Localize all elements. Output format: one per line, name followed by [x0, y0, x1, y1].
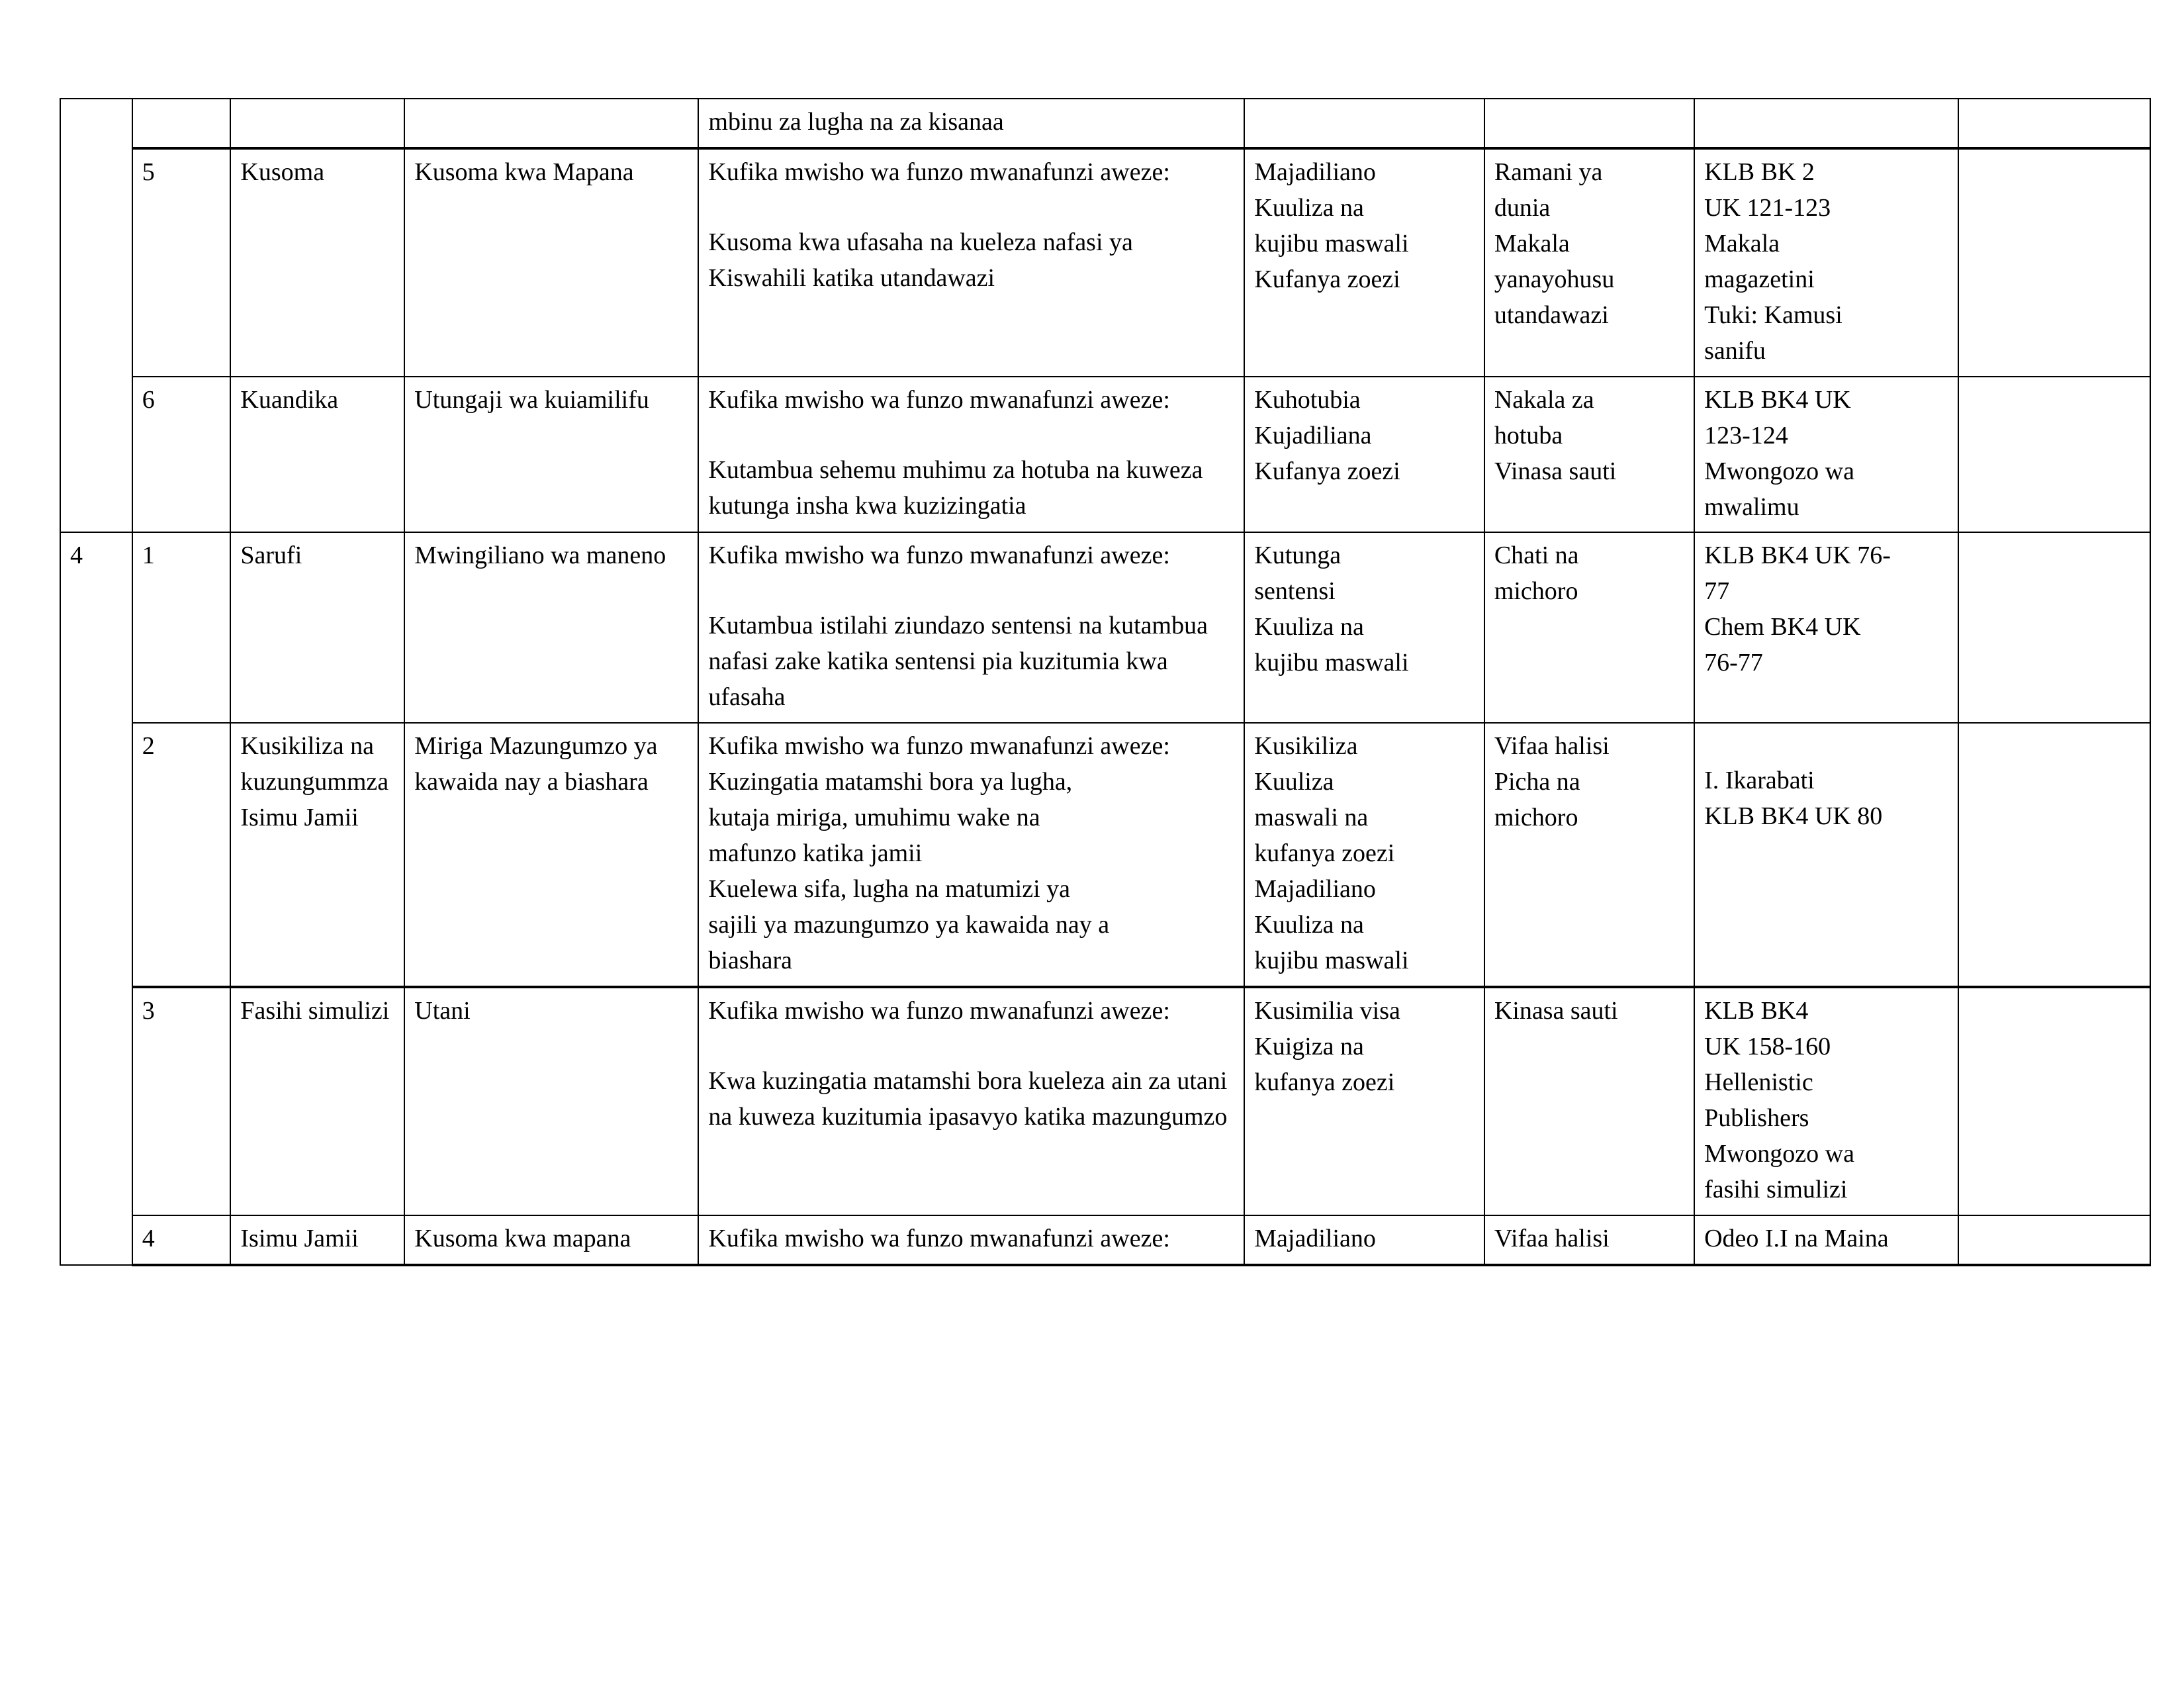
resource-line: Ramani ya: [1494, 158, 1603, 186]
cell-week: [60, 99, 132, 532]
objective-body: Kutambua istilahi ziundazo sentensi na kutambua nafasi zake katika sentensi pia kuzitumia kwa ufasaha: [708, 612, 1208, 712]
objective-intro: Kufika mwisho wa funzo mwanafunzi aweze:: [708, 541, 1170, 570]
resource-line: Vifaa halisi: [1494, 1224, 1610, 1252]
activity-line: Majadiliano: [1254, 158, 1376, 186]
cell-strand: Kuandika: [230, 377, 404, 533]
cell-resources: [1484, 99, 1694, 148]
table-row: [60, 532, 2150, 723]
reference-line: I. Ikarabati: [1704, 767, 1815, 795]
cell-lesson: 5: [132, 148, 231, 377]
cell-activities: [1244, 148, 1484, 377]
cell-objectives: [698, 532, 1244, 723]
resource-line: michoro: [1494, 804, 1578, 832]
spacer: [708, 418, 1236, 453]
spacer: [708, 191, 1236, 225]
cell-resources: [1484, 1215, 1694, 1265]
cell-objectives: [698, 723, 1244, 987]
resource-line: yanayohusu: [1494, 265, 1615, 293]
resource-line: Nakala za: [1494, 385, 1594, 414]
reference-line: Tuki: Kamusi: [1704, 301, 1843, 329]
table-row: [60, 377, 2150, 533]
cell-lesson: 3: [132, 987, 231, 1215]
reference-line: Chem BK4 UK: [1704, 613, 1861, 641]
cell-activities: [1244, 99, 1484, 148]
objective-body: Kusoma kwa ufasaha na kueleza nafasi ya Kiswahili katika utandawazi: [708, 228, 1133, 292]
activity-line: Kutunga: [1254, 541, 1342, 570]
objective-body: Kwa kuzingatia matamshi bora kueleza ain za utani na kuweza kuzitumia ipasavyo katika mazungumzo: [708, 1066, 1228, 1131]
objective-intro: Kufika mwisho wa funzo mwanafunzi aweze:: [708, 996, 1170, 1025]
activity-line: Kufanya zoezi: [1254, 265, 1400, 293]
objective-intro: Kufika mwisho wa funzo mwanafunzi aweze:: [708, 385, 1170, 414]
activity-line: Kusikiliza: [1254, 732, 1358, 761]
activity-line: Kuuliza na: [1254, 911, 1364, 939]
resource-line: michoro: [1494, 577, 1578, 606]
cell-references: [1694, 148, 1958, 377]
cell-references: [1694, 99, 1958, 148]
reference-line: 123-124: [1704, 421, 1788, 449]
cell-lesson: 2: [132, 723, 231, 987]
resource-line: Vinasa sauti: [1494, 457, 1617, 485]
objective-line: kutaja miriga, umuhimu wake na: [708, 804, 1040, 832]
activity-line: Majadiliano: [1254, 1224, 1376, 1252]
cell-lesson: 1: [132, 532, 231, 723]
cell-references: [1694, 987, 1958, 1215]
cell-lesson: 4: [132, 1215, 231, 1265]
scheme-of-work-table: [60, 98, 2151, 1266]
cell-objectives: [698, 377, 1244, 533]
cell-activities: [1244, 377, 1484, 533]
cell-remarks: [1958, 532, 2150, 723]
cell-lesson: 6: [132, 377, 231, 533]
activity-line: kufanya zoezi: [1254, 1068, 1395, 1096]
activity-line: Kuuliza na: [1254, 613, 1364, 641]
spacer: [708, 574, 1236, 608]
cell-substrand: Utani: [404, 987, 698, 1215]
reference-line: Publishers: [1704, 1103, 1809, 1132]
spacer: [1704, 729, 1950, 763]
reference-line: Odeo I.I na Maina: [1704, 1224, 1889, 1252]
reference-line: KLB BK4: [1704, 996, 1809, 1025]
reference-line: UK 158-160: [1704, 1032, 1831, 1060]
cell-remarks: [1958, 1215, 2150, 1265]
table-row: [60, 148, 2150, 377]
cell-strand: Isimu Jamii: [230, 1215, 404, 1265]
reference-line: Mwongozo wa: [1704, 1139, 1854, 1168]
activity-line: Kufanya zoezi: [1254, 457, 1400, 485]
resource-line: Vifaa halisi: [1494, 732, 1610, 761]
cell-strand: Fasihi simulizi: [230, 987, 404, 1215]
activity-line: maswali na: [1254, 804, 1369, 832]
activity-line: Kusimilia visa: [1254, 996, 1400, 1025]
resource-line: utandawazi: [1494, 301, 1609, 329]
cell-remarks: [1958, 723, 2150, 987]
cell-activities: [1244, 987, 1484, 1215]
table-row: [60, 723, 2150, 987]
table-row: [60, 1215, 2150, 1265]
cell-resources: [1484, 148, 1694, 377]
cell-resources: [1484, 987, 1694, 1215]
objective-body: Kutambua sehemu muhimu za hotuba na kuweza kutunga insha kwa kuzizingatia: [708, 455, 1203, 520]
reference-line: Makala: [1704, 229, 1780, 258]
cell-substrand: Miriga Mazungumzo ya kawaida nay a biashara: [404, 723, 698, 987]
cell-activities: [1244, 723, 1484, 987]
cell-resources: [1484, 377, 1694, 533]
reference-line: KLB BK4 UK 76-: [1704, 541, 1891, 570]
cell-substrand: Kusoma kwa Mapana: [404, 148, 698, 377]
cell-remarks: [1958, 99, 2150, 148]
objective-line: biashara: [708, 947, 793, 975]
activity-line: Kuhotubia: [1254, 385, 1361, 414]
cell-remarks: [1958, 377, 2150, 533]
activity-line: kujibu maswali: [1254, 947, 1409, 975]
cell-week: 4: [60, 532, 132, 1264]
cell-references: [1694, 377, 1958, 533]
cell-references: [1694, 723, 1958, 987]
cell-substrand: Utungaji wa kuiamilifu: [404, 377, 698, 533]
table-row: [60, 99, 2150, 148]
objective-line: sajili ya mazungumzo ya kawaida nay a: [708, 911, 1110, 939]
cell-lesson: [132, 99, 231, 148]
reference-line: Hellenistic: [1704, 1068, 1813, 1096]
cell-objectives: [698, 1215, 1244, 1265]
objective-line: Kuzingatia matamshi bora ya lugha,: [708, 768, 1073, 796]
cell-objectives: [698, 148, 1244, 377]
resource-line: Makala: [1494, 229, 1570, 258]
activity-line: Kuigiza na: [1254, 1032, 1364, 1060]
cell-strand: Kusoma: [230, 148, 404, 377]
objective-line: Kuelewa sifa, lugha na matumizi ya: [708, 875, 1070, 904]
reference-line: sanifu: [1704, 336, 1766, 365]
cell-strand: Kusikiliza na kuzungummza Isimu Jamii: [230, 723, 404, 987]
cell-substrand: Kusoma kwa mapana: [404, 1215, 698, 1265]
cell-substrand: [404, 99, 698, 148]
cell-references: [1694, 1215, 1958, 1265]
cell-strand: [230, 99, 404, 148]
reference-line: KLB BK4 UK 80: [1704, 802, 1883, 831]
reference-line: magazetini: [1704, 265, 1815, 293]
cell-activities: [1244, 1215, 1484, 1265]
reference-line: 77: [1704, 577, 1730, 606]
cell-resources: [1484, 532, 1694, 723]
resource-line: Chati na: [1494, 541, 1579, 570]
cell-strand: Sarufi: [230, 532, 404, 723]
cell-remarks: [1958, 148, 2150, 377]
resource-line: Picha na: [1494, 768, 1580, 796]
reference-line: 76-77: [1704, 649, 1763, 677]
objective-intro: Kufika mwisho wa funzo mwanafunzi aweze:: [708, 158, 1170, 186]
cell-references: [1694, 532, 1958, 723]
activity-line: kujibu maswali: [1254, 649, 1409, 677]
activity-line: kufanya zoezi: [1254, 839, 1395, 868]
cell-substrand: Mwingiliano wa maneno: [404, 532, 698, 723]
reference-line: KLB BK4 UK: [1704, 385, 1851, 414]
objective-line: mbinu za lugha na za kisanaa: [708, 108, 1004, 136]
table-row: [60, 987, 2150, 1215]
resource-line: hotuba: [1494, 421, 1563, 449]
activity-line: Majadiliano: [1254, 875, 1376, 904]
activity-line: Kujadiliana: [1254, 421, 1372, 449]
resource-line: Kinasa sauti: [1494, 996, 1618, 1025]
reference-line: mwalimu: [1704, 492, 1799, 521]
cell-objectives: [698, 99, 1244, 148]
cell-objectives: [698, 987, 1244, 1215]
cell-activities: [1244, 532, 1484, 723]
resource-line: dunia: [1494, 193, 1551, 222]
objective-intro: Kufika mwisho wa funzo mwanafunzi aweze:: [708, 1224, 1170, 1252]
activity-line: sentensi: [1254, 577, 1336, 606]
activity-line: Kuuliza: [1254, 768, 1334, 796]
objective-line: mafunzo katika jamii: [708, 839, 923, 868]
objective-intro: Kufika mwisho wa funzo mwanafunzi aweze:: [708, 732, 1170, 761]
spacer: [708, 1029, 1236, 1064]
reference-line: fasihi simulizi: [1704, 1175, 1848, 1203]
activity-line: Kuuliza na: [1254, 193, 1364, 222]
cell-resources: [1484, 723, 1694, 987]
reference-line: UK 121-123: [1704, 193, 1831, 222]
cell-remarks: [1958, 987, 2150, 1215]
reference-line: Mwongozo wa: [1704, 457, 1854, 485]
activity-line: kujibu maswali: [1254, 229, 1409, 258]
reference-line: KLB BK 2: [1704, 158, 1815, 186]
